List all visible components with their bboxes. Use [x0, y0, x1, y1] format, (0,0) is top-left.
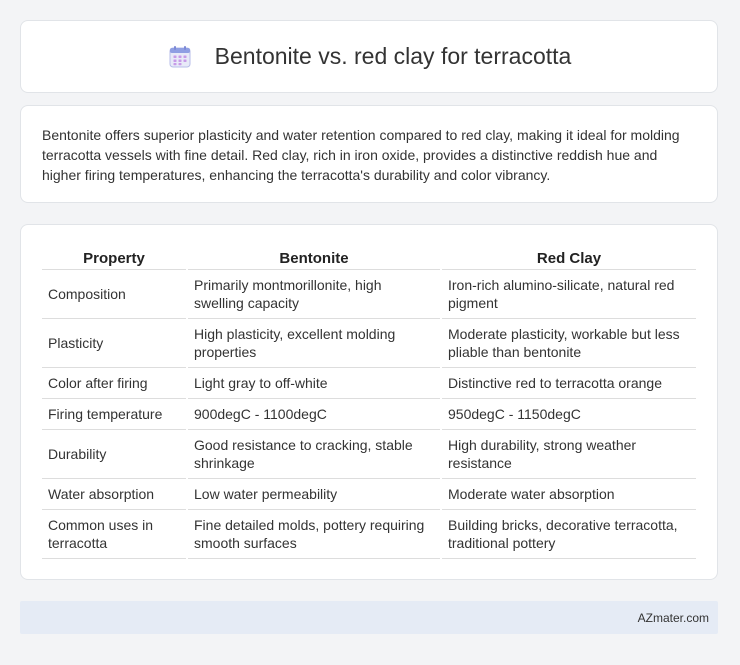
table-cell-property: Durability — [42, 430, 186, 479]
table-header-row — [42, 247, 696, 270]
table-cell-red-clay: Distinctive red to terracotta orange — [442, 368, 696, 399]
table-cell-red-clay: Building bricks, decorative terracotta, traditional pottery — [442, 510, 696, 559]
table-row — [42, 430, 696, 479]
summary-card — [20, 105, 718, 203]
table-cell-property: Plasticity — [42, 319, 186, 368]
table-cell-bentonite: High plasticity, excellent molding properties — [188, 319, 440, 368]
column-header-red-clay: Red Clay — [442, 247, 696, 270]
table-cell-red-clay: High durability, strong weather resistance — [442, 430, 696, 479]
table-row — [42, 368, 696, 399]
footer — [20, 601, 718, 634]
column-header-property: Property — [42, 247, 186, 270]
table-cell-bentonite: Primarily montmorillonite, high swelling capacity — [188, 270, 440, 319]
table-cell-bentonite: Good resistance to cracking, stable shrinkage — [188, 430, 440, 479]
comparison-table — [40, 247, 698, 559]
comparison-table-card — [20, 224, 718, 580]
table-cell-red-clay: Moderate water absorption — [442, 479, 696, 510]
table-cell-property: Firing temperature — [42, 399, 186, 430]
summary-text: Bentonite offers superior plasticity and water retention compared to red clay, making it ideal for molding terracotta vessels with fine detail. Red clay, rich in iron oxide, provides a distinctive reddish hue and higher firing temperatures, enhancing the terracotta's durability and color vibrancy. — [42, 127, 680, 183]
table-cell-bentonite: Fine detailed molds, pottery requiring smooth surfaces — [188, 510, 440, 559]
table-cell-property: Color after firing — [42, 368, 186, 399]
title-card — [20, 20, 718, 93]
table-cell-bentonite: Light gray to off-white — [188, 368, 440, 399]
table-cell-bentonite: 900degC - 1100degC — [188, 399, 440, 430]
table-cell-red-clay: 950degC - 1150degC — [442, 399, 696, 430]
table-cell-property: Water absorption — [42, 479, 186, 510]
table-cell-red-clay: Moderate plasticity, workable but less pliable than bentonite — [442, 319, 696, 368]
footer-site-name: AZmater.com — [637, 610, 709, 625]
table-row — [42, 399, 696, 430]
table-cell-bentonite: Low water permeability — [188, 479, 440, 510]
table-cell-property: Composition — [42, 270, 186, 319]
column-header-bentonite: Bentonite — [188, 247, 440, 270]
table-cell-red-clay: Iron-rich alumino-silicate, natural red pigment — [442, 270, 696, 319]
page-title: Bentonite vs. red clay for terracotta — [214, 43, 572, 69]
table-cell-property: Common uses in terracotta — [42, 510, 186, 559]
table-row — [42, 270, 696, 319]
table-row — [42, 319, 696, 368]
calendar-icon — [167, 44, 193, 70]
table-row — [42, 510, 696, 559]
table-row — [42, 479, 696, 510]
